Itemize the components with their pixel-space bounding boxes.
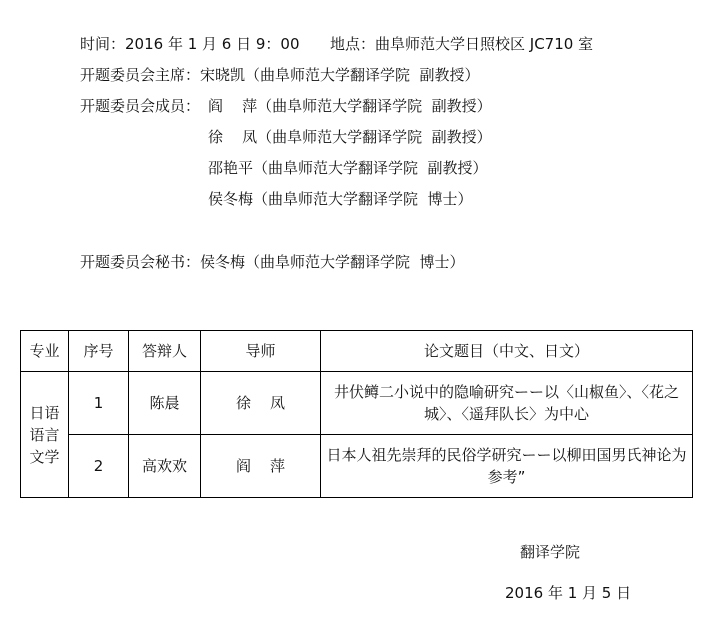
row-title: 日本人祖先崇拜的民俗学研究ーー以柳田国男氏神论为参考” bbox=[321, 435, 693, 498]
committee-member: 侯冬梅（曲阜师范大学翻译学院 博士） bbox=[208, 190, 473, 208]
header-major: 专业 bbox=[21, 331, 69, 372]
header-student: 答辩人 bbox=[129, 331, 201, 372]
footer-organization: 翻译学院 bbox=[520, 543, 581, 561]
meeting-place: 地点：曲阜师范大学日照校区 JC710 室 bbox=[330, 35, 594, 53]
committee-member: 阎 萍（曲阜师范大学翻译学院 副教授） bbox=[208, 97, 492, 115]
committee-members-label: 开题委员会成员： bbox=[80, 97, 201, 115]
table-row bbox=[21, 372, 693, 435]
row-title: 井伏鳟二小说中的隐喻研究ーー以〈山椒鱼〉、〈花之城〉、〈遥拜队长〉为中心 bbox=[321, 372, 693, 435]
header-advisor: 导师 bbox=[201, 331, 321, 372]
row-advisor: 徐 凤 bbox=[201, 372, 321, 435]
thesis-table bbox=[20, 330, 693, 498]
committee-chair: 开题委员会主席：宋晓凯（曲阜师范大学翻译学院 副教授） bbox=[80, 66, 480, 84]
header-title: 论文题目（中文、日文） bbox=[321, 331, 693, 372]
meeting-time: 时间：2016 年 1 月 6 日 9：00 bbox=[80, 35, 300, 53]
row-number: 1 bbox=[69, 372, 129, 435]
header-number: 序号 bbox=[69, 331, 129, 372]
committee-member: 邵艳平（曲阜师范大学翻译学院 副教授） bbox=[208, 159, 488, 177]
table-row bbox=[21, 435, 693, 498]
footer-date: 2016 年 1 月 5 日 bbox=[505, 584, 632, 602]
committee-secretary: 开题委员会秘书：侯冬梅（曲阜师范大学翻译学院 博士） bbox=[80, 253, 465, 271]
table-header-row bbox=[21, 331, 693, 372]
row-student: 陈晨 bbox=[129, 372, 201, 435]
committee-member: 徐 凤（曲阜师范大学翻译学院 副教授） bbox=[208, 128, 492, 146]
row-number: 2 bbox=[69, 435, 129, 498]
major-cell: 日语语言文学 bbox=[21, 372, 69, 498]
row-advisor: 阎 萍 bbox=[201, 435, 321, 498]
row-student: 高欢欢 bbox=[129, 435, 201, 498]
